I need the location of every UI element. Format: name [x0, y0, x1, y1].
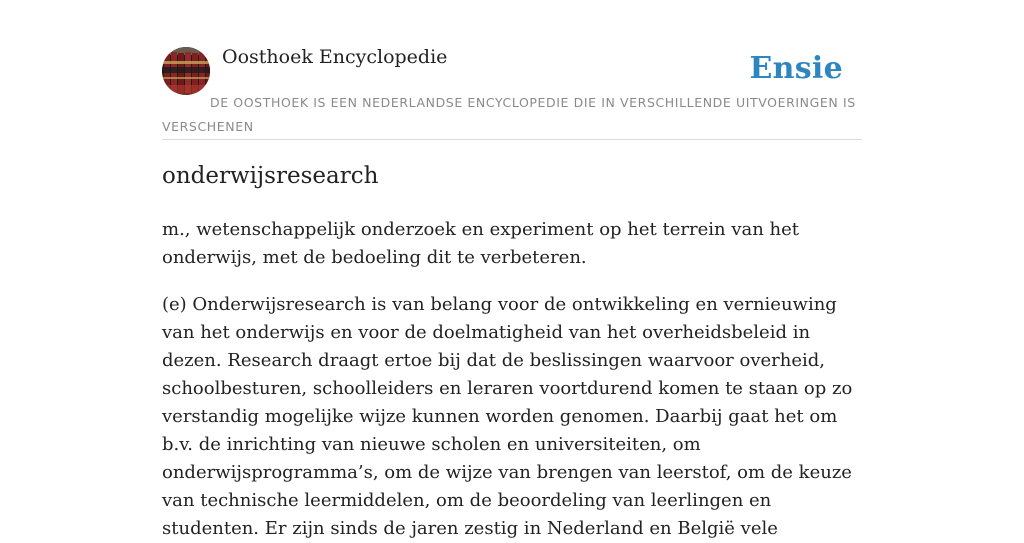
site-title[interactable]: Oosthoek Encyclopedie — [222, 46, 448, 68]
site-tagline: DE OOSTHOEK IS EEN NEDERLANDSE ENCYCLOPEDIE DIE IN VERSCHILLENDE UITVOERINGEN IS VERSCHENEN — [162, 95, 856, 134]
page — [162, 0, 862, 539]
article-title: onderwijsresearch — [162, 163, 379, 189]
site-header — [162, 0, 862, 140]
brand-logo[interactable]: Ensie — [749, 51, 843, 86]
article-paragraph-body: (e) Onderwijsresearch is van belang voor de ontwikkeling en vernieuwing van het onderwijs en voor de doelmatigheid van het overheidsbeleid in dezen. Research draagt ertoe bij dat de beslissingen waarvoor overheid, schoolbesturen, schoolleiders en leraren voortdurend komen te staan op zo verstandig mogelijke wijze kunnen worden genomen. Daarbij gaat het om b.v. de inrichting van nieuwe scholen en universiteiten, om onderwijsprogramma’s, om de wijze van brengen van leerstof, om de keuze van technische leermiddelen, om de beoordeling van leerlingen en studenten. Er zijn sinds de jaren zestig in Nederland en België vele — [162, 294, 853, 539]
article-paragraph-definition: m., wetenschappelijk onderzoek en experiment op het terrein van het onderwijs, met de bedoeling dit te verbeteren. — [162, 219, 800, 268]
encyclopedia-books-icon[interactable] — [162, 47, 210, 95]
